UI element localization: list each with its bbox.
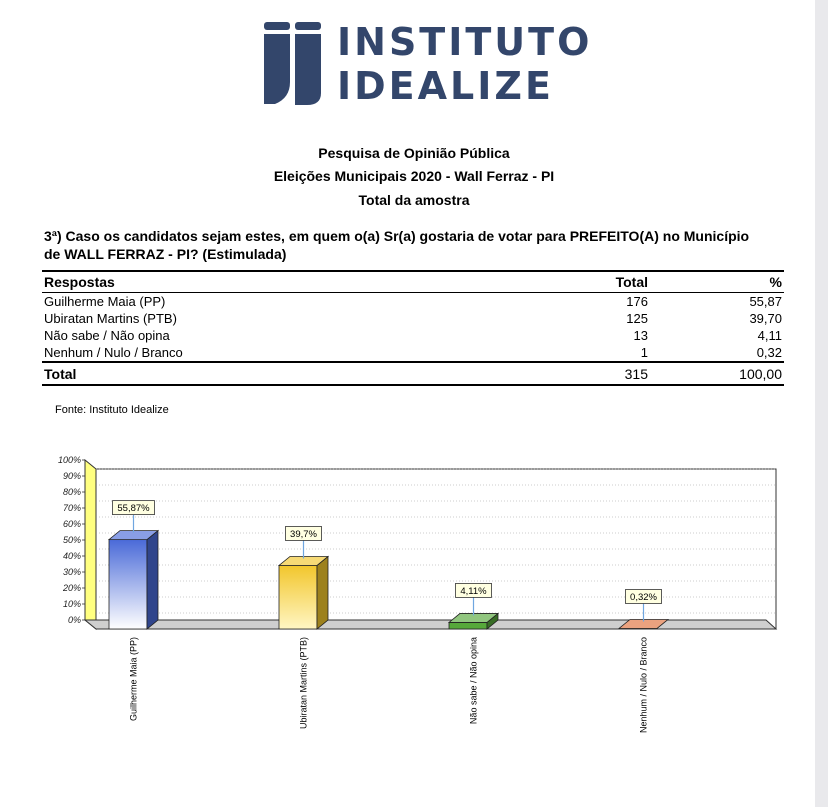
y-axis-ticks [58,455,85,625]
page-edge [815,0,828,807]
y-tick-label: 10% [62,599,81,609]
row-pct: 4,11 [757,328,782,343]
bar-side [317,556,328,629]
y-axis-wall [85,460,96,629]
y-tick-label: 70% [62,503,81,513]
results-table [42,270,784,386]
table-footer [42,362,784,385]
question-text: 3ª) Caso os candidatos sejam estes, em quem o(a) Sr(a) gostaria de votar para PREFEITO(A) no Município de WALL FERRAZ - PI? (Estimulada) [44,228,750,262]
row-pct: 55,87 [749,294,782,309]
table-row [42,327,784,344]
footer-label: Total [42,362,436,385]
bar-side [147,531,158,629]
chart-floor [85,620,776,629]
row-total: 1 [640,345,648,360]
category-label: Não sabe / Não opina [468,637,479,725]
y-tick-label: 20% [62,583,81,593]
y-tick-label: 90% [62,471,81,481]
source-note: Fonte: Instituto Idealize [55,404,169,416]
table-row [42,293,784,311]
table-header [42,271,784,293]
data-label: 0,32% [630,591,657,603]
row-pct: 39,70 [749,311,782,326]
brand-line-1: INSTITUTO [337,20,593,64]
header-total: Total [615,274,648,290]
category-label: Guilherme Maia (PP) [128,637,139,722]
y-tick-label: 30% [62,567,81,577]
row-label: Não sabe / Não opina [44,328,170,343]
row-pct: 0,32 [756,345,782,360]
bar-front [449,622,487,629]
row-label: Guilherme Maia (PP) [44,294,166,309]
sample-label: Total da amostra [358,192,470,208]
brand-line-2: IDEALIZE [337,64,554,108]
header-pct: % [769,274,782,290]
y-tick-label: 60% [62,519,81,529]
header-respostas: Respostas [44,274,115,290]
data-label: 39,7% [290,528,317,540]
y-tick-label: 80% [62,487,81,497]
data-label: 55,87% [117,503,150,515]
row-label: Ubiratan Martins (PTB) [44,311,177,326]
category-label: Ubiratan Martins (PTB) [298,637,309,730]
table-row [42,310,784,327]
row-total: 13 [633,328,648,343]
brand-name [337,20,592,108]
data-label: 4,11% [460,585,487,597]
logo-mark-icon [264,22,321,105]
results-bar-chart [30,452,790,762]
survey-title: Pesquisa de Opinião Pública [318,145,510,161]
bar-front [279,565,317,629]
row-label: Nenhum / Nulo / Branco [44,345,183,360]
survey-subtitle: Eleições Municipais 2020 - Wall Ferraz - PI [273,168,555,184]
y-tick-label: 0% [67,615,81,625]
footer-pct: 100,00 [650,362,784,385]
category-label: Nenhum / Nulo / Branco [638,637,649,734]
bar-front [109,540,147,629]
category-labels [129,637,649,733]
footer-total: 315 [436,362,650,385]
y-tick-label: 50% [62,535,81,545]
row-total: 125 [626,311,648,326]
y-tick-label: 40% [62,551,81,561]
y-tick-label: 100% [57,455,81,465]
table-row [42,344,784,362]
row-total: 176 [626,294,648,309]
